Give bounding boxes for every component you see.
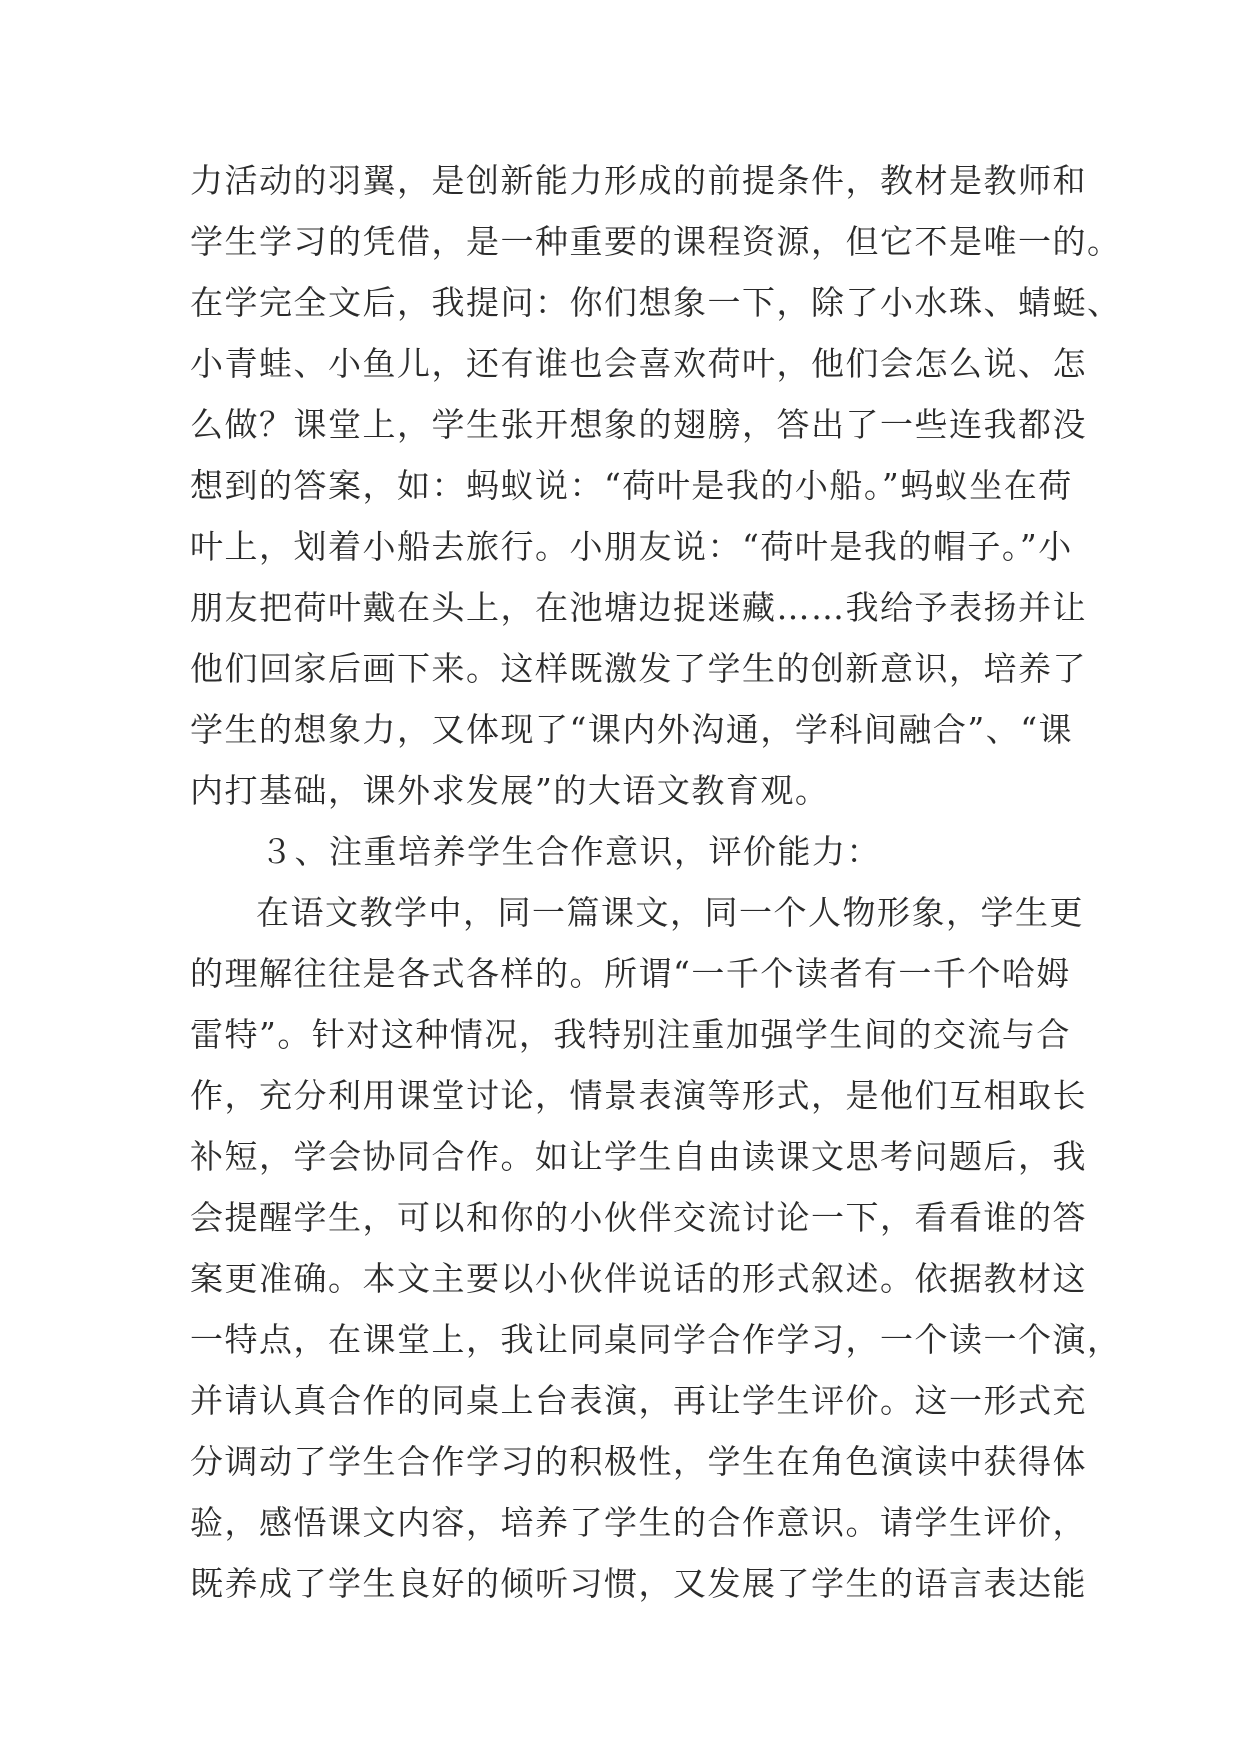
text-line: 的理解往往是各式各样的。所谓“一千个读者有一千个哈姆 — [190, 954, 1071, 993]
text-line: 内打基础，课外求发展”的大语文教育观。 — [190, 771, 830, 810]
text-line: 他们回家后画下来。这样既激发了学生的创新意识，培养了 — [190, 649, 1087, 688]
text-line: 补短，学会协同合作。如让学生自由读课文思考问题后，我 — [190, 1137, 1087, 1176]
text-line: 既养成了学生良好的倾听习惯，又发展了学生的语言表达能 — [190, 1564, 1087, 1603]
text-line: 会提醒学生，可以和你的小伙伴交流讨论一下，看看谁的答 — [190, 1198, 1087, 1237]
body-text — [190, 150, 1122, 1614]
text-line: 力活动的羽翼，是创新能力形成的前提条件，教材是教师和 — [190, 161, 1087, 200]
text-line: 分调动了学生合作学习的积极性，学生在角色演读中获得体 — [190, 1442, 1087, 1481]
text-line: 学生学习的凭借，是一种重要的课程资源，但它不是唯一的。 — [190, 222, 1122, 261]
text-line: 作，充分利用课堂讨论，情景表演等形式，是他们互相取长 — [190, 1076, 1087, 1115]
text-line: 案更准确。本文主要以小伙伴说话的形式叙述。依据教材这 — [190, 1259, 1087, 1298]
text-line: 并请认真合作的同桌上台表演，再让学生评价。这一形式充 — [190, 1381, 1087, 1420]
text-line: 么做？课堂上，学生张开想象的翅膀，答出了一些连我都没 — [190, 405, 1087, 444]
section-heading: ３、注重培养学生合作意识，评价能力： — [260, 832, 881, 871]
text-line: 想到的答案，如：蚂蚁说：“荷叶是我的小船。”蚂蚁坐在荷 — [190, 466, 1073, 505]
text-line: 学生的想象力，又体现了“课内外沟通，学科间融合”、“课 — [190, 710, 1074, 749]
text-line: 验，感悟课文内容，培养了学生的合作意识。请学生评价， — [190, 1503, 1087, 1542]
paragraph-first-line: 在语文教学中，同一篇课文，同一个人物形象，学生更 — [256, 893, 1084, 932]
text-line: 叶上，划着小船去旅行。小朋友说：“荷叶是我的帽子。”小 — [190, 527, 1073, 566]
text-line: 在学完全文后，我提问：你们想象一下，除了小水珠、蜻蜓、 — [190, 283, 1122, 322]
text-line: 小青蛙、小鱼儿，还有谁也会喜欢荷叶，他们会怎么说、怎 — [190, 344, 1087, 383]
text-line: 雷特”。针对这种情况，我特别注重加强学生间的交流与合 — [190, 1015, 1071, 1054]
text-line: 朋友把荷叶戴在头上，在池塘边捉迷藏……我给予表扬并让 — [190, 588, 1087, 627]
text-line: 一特点，在课堂上，我让同桌同学合作学习，一个读一个演， — [190, 1320, 1122, 1359]
